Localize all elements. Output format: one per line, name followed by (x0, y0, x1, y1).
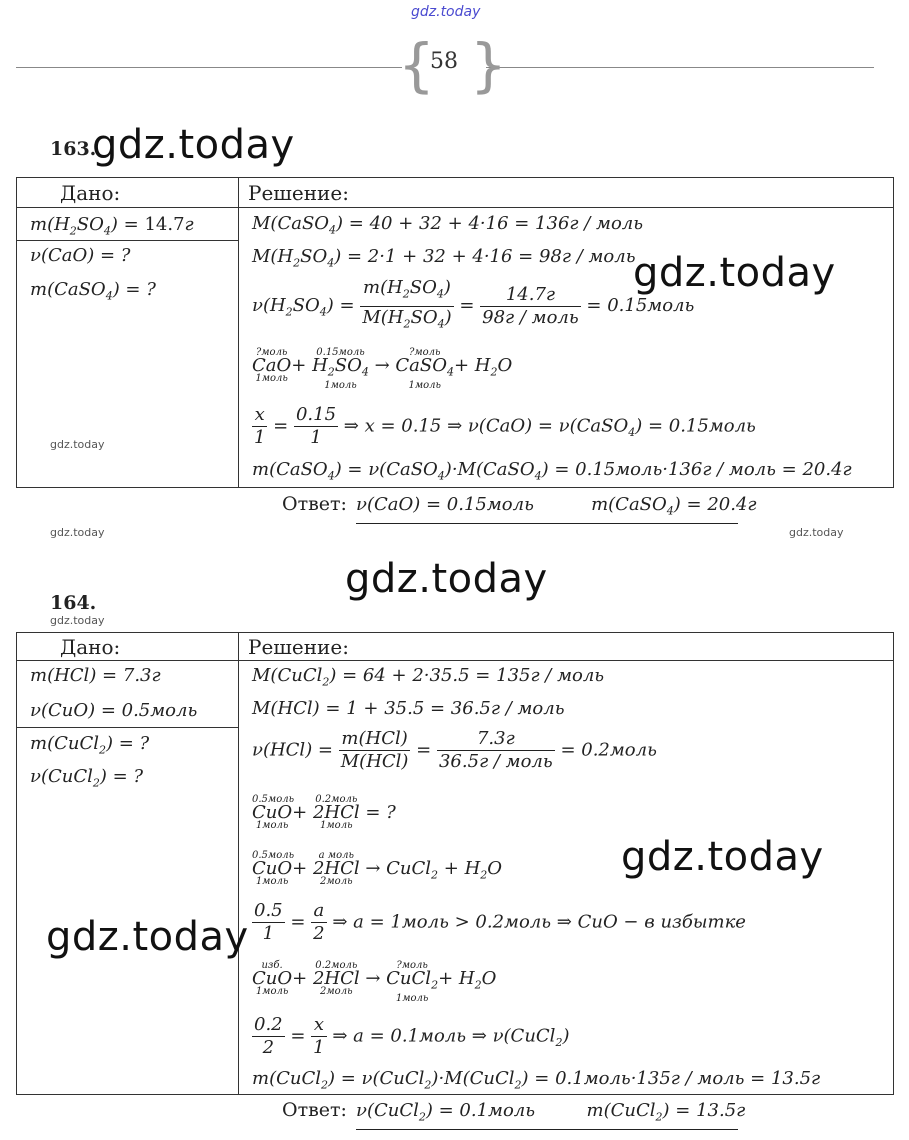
reaction-equation: CuO 0.5моль 1моль + 2HCl a моль 2моль → CuCl$_2$ + $H_2O$ (252, 850, 503, 887)
proportion-line: $\frac{x}{1}$ = $\frac{0.15}{1}$ ⇒ x = 0.15 ⇒ ν(CaO) = ν(CaSO$_4$) = 0.15моль (254, 404, 756, 448)
solution-line: M(HCl) = 1 + 35.5 = 36.5г / моль (252, 698, 565, 719)
given-label: Дано: (60, 635, 121, 659)
page-bracket-right: } (470, 31, 507, 99)
watermark-big: gdz.today (621, 834, 824, 880)
problem-163-number: 163. (50, 138, 97, 160)
answer-label: Ответ: (282, 1099, 347, 1121)
watermark-big: gdz.today (345, 556, 548, 602)
given-label: Дано: (60, 181, 121, 205)
watermark-big: gdz.today (46, 914, 249, 960)
header-rule-right (486, 67, 874, 68)
page-number: 58 (430, 49, 458, 74)
solution-line: M(CaSO$_4$) = 40 + 32 + 4·16 = 136г / моль (252, 213, 644, 237)
table-divider (238, 632, 239, 1095)
solution-label: Решение: (248, 181, 349, 205)
watermark-small: gdz.today (50, 614, 105, 627)
solution-fraction-line: ν(HCl) = $\frac{\text{m(HCl)}}{\text{M(HCl)}}$ = $\frac{7.3г}{\text{36.5г / моль}}$ = 0.2моль (252, 728, 657, 772)
answer-values: ν(CuCl$_2$) = 0.1моль m(CuCl$_2$) = 13.5г (356, 1100, 738, 1130)
reaction-equation: CaO ?моль 1моль + $H_2SO_4$ 0.15моль 1моль → CaSO$_4$ ?моль 1моль + $H_2O$ (252, 347, 513, 391)
proportion-line: $\frac{0.2}{2}$ = $\frac{x}{1}$ ⇒ a = 0.1моль ⇒ ν(CuCl$_2$) (254, 1014, 570, 1058)
mass-line: m(CaSO$_4$) = ν(CaSO$_4$)·M(CaSO$_4$) = 0.15моль·136г / моль = 20.4г (252, 459, 852, 483)
given-find-rule (16, 727, 238, 728)
find-item: ν(CaO) = ? (30, 245, 131, 266)
watermark-big: gdz.today (633, 250, 836, 296)
problem-164-number: 164. (50, 592, 97, 614)
mass-line: m(CuCl$_2$) = ν(CuCl$_2$)·M(CuCl$_2$) = 0.1моль·135г / моль = 13.5г (252, 1068, 821, 1092)
watermark-small: gdz.today (789, 526, 844, 539)
solution-fraction-line: $\nu(H_2SO_4)$ = $\frac{m(H_2SO_4)}{M(H_2SO_4)}$ = $\frac{14.7г}{\text{98г / моль}}$ = 0.15моль (252, 277, 695, 331)
watermark-small: gdz.today (50, 526, 105, 539)
table-divider (238, 177, 239, 488)
given-item: ν(CuO) = 0.5моль (30, 700, 198, 721)
answer-label: Ответ: (282, 493, 347, 515)
top-watermark: gdz.today (411, 4, 481, 20)
watermark-big: gdz.today (92, 122, 295, 168)
proportion-line: $\frac{0.5}{1}$ = $\frac{a}{2}$ ⇒ a = 1моль > 0.2моль ⇒ CuO − в избытке (254, 900, 746, 944)
table-header-rule (16, 660, 894, 661)
reaction-equation: CuO 0.5моль 1моль + 2HCl 0.2моль 1моль = ? (252, 794, 396, 831)
v-result: = 0.2моль (560, 739, 657, 761)
page-bracket-left: { (398, 31, 435, 99)
given-item: m(HCl) = 7.3г (30, 665, 161, 686)
answer-values: ν(CaO) = 0.15моль m(CaSO$_4$) = 20.4г (356, 494, 738, 524)
find-item: m(CuCl$_2$) = ? (30, 733, 150, 757)
solution-line: M(CuCl$_2$) = 64 + 2·35.5 = 135г / моль (252, 665, 605, 689)
find-item: ν(CuCl$_2$) = ? (30, 766, 144, 790)
solution-line: $M(H_2SO_4) = 2\cdot 1 + 32 + 4\cdot 16 = 98г$ / моль (252, 246, 636, 270)
solution-label: Решение: (248, 635, 349, 659)
reaction-equation: CuO изб. 1моль + 2HCl 0.2моль 2моль → CuCl$_2$ ?моль 1моль + $H_2O$ (252, 960, 497, 1004)
table-header-rule (16, 207, 894, 208)
header-rule-left (16, 67, 402, 68)
find-item: m(CaSO$_4$) = ? (30, 279, 156, 303)
given-item: $m(H_2SO_4) = 14.7г$ (30, 214, 194, 238)
watermark-small: gdz.today (50, 438, 105, 451)
v-result: = 0.15моль (586, 295, 695, 317)
